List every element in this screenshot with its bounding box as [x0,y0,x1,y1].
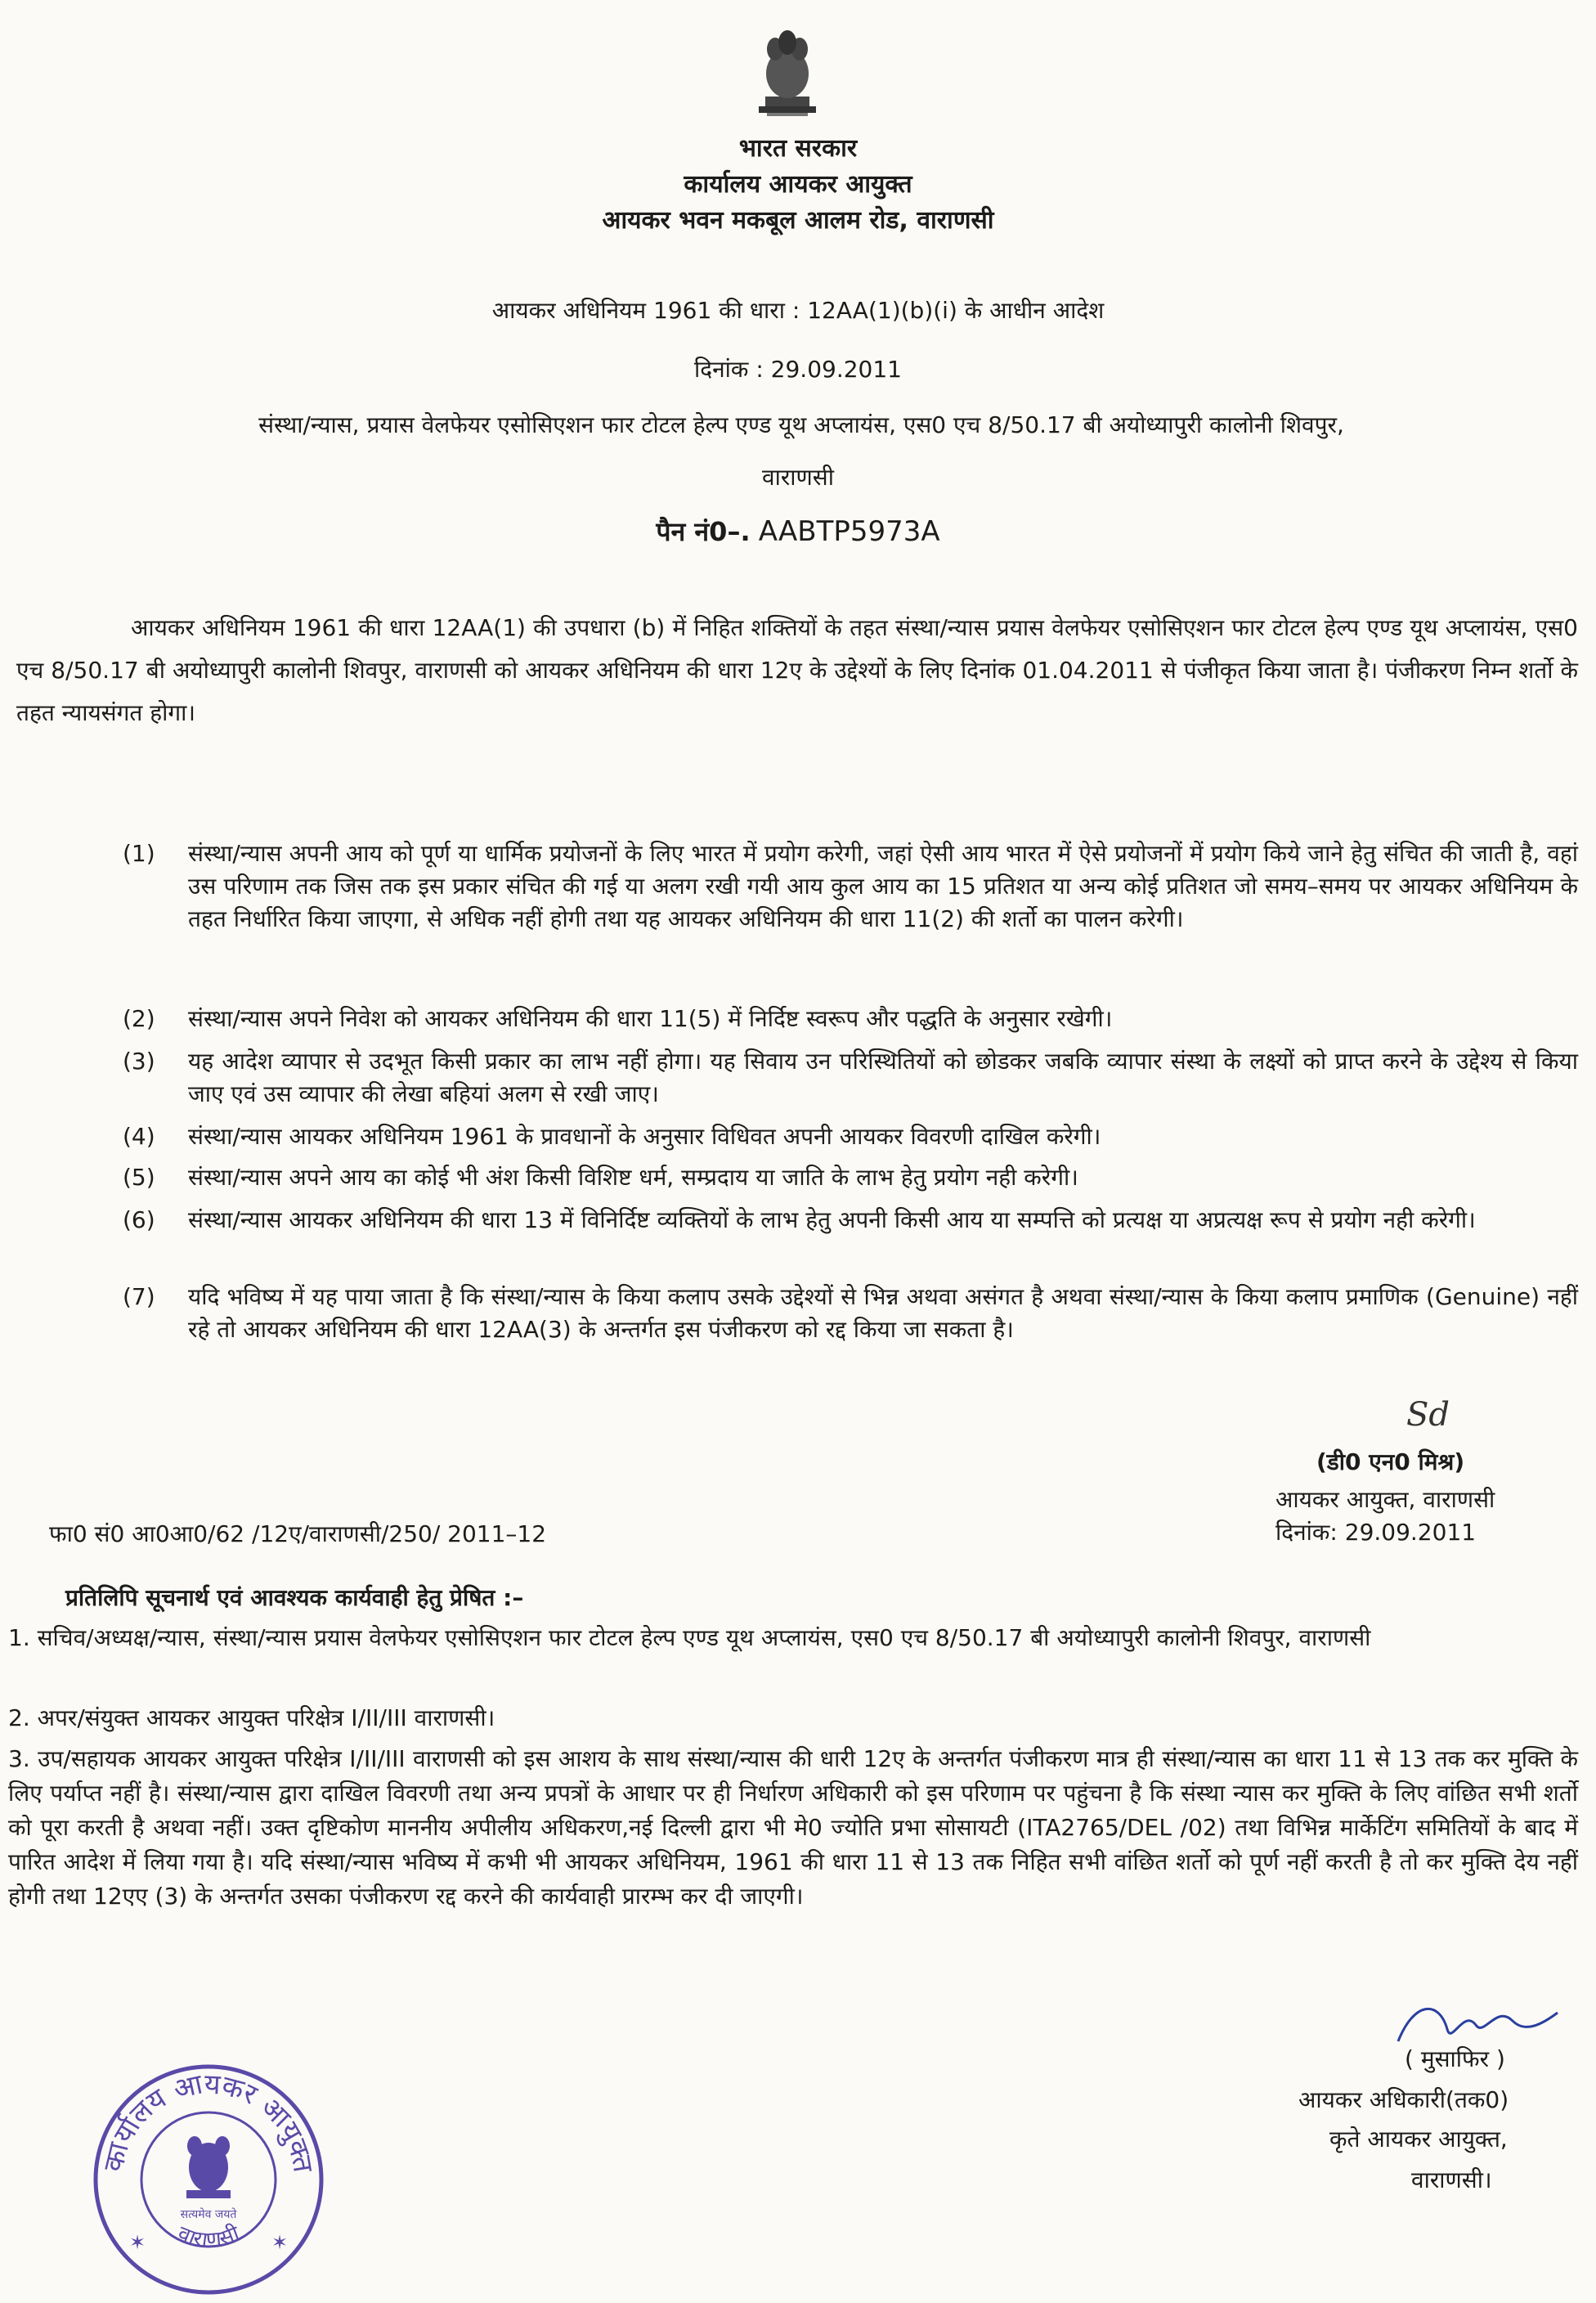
header-office: कार्यालय आयकर आयुक्त [684,170,912,199]
condition-number: (5) [123,1164,155,1191]
condition-text: संस्था/न्यास अपने आय का कोई भी अंश किसी विशिष्ट धर्म, सम्प्रदाय या जाति के लाभ हेतु प्रयोग नही करेगी। [188,1164,1078,1191]
condition-text: संस्था/न्यास आयकर अधिनियम 1961 के प्रावधानों के अनुसार विधिवत अपनी आयकर विवरणी दाखिल करेगी। [188,1123,1101,1150]
order-date: दिनांक : 29.09.2011 [694,356,902,383]
condition-number: (6) [123,1206,155,1233]
institution-line-1: संस्था/न्यास, प्रयास वेलफेयर एसोसिएशन फार टोटल हेल्प एण्ड यूथ अप्लायंस, एस0 एच 8/50.17 बी अयोध्यापुरी कालोनी शिवपुर, [258,411,1344,438]
cc-item: 2. अपर/संयुक्त आयकर आयुक्त परिक्षेत्र I/II/III वाराणसी। [8,1704,495,1731]
file-number: फा0 सं0 आ0आ0/62 /12ए/वाराणसी/250/ 2011–12 [49,1520,547,1547]
condition-text: संस्था/न्यास अपने निवेश को आयकर अधिनियम की धारा 11(5) में निर्दिष्ट स्वरूप और पद्धति के अनुसार रखेगी। [188,1005,1113,1032]
condition-number: (7) [123,1283,155,1310]
condition-text: संस्था/न्यास आयकर अधिनियम की धारा 13 में विनिर्दिष्ट व्यक्तियों के लाभ हेतु अपनी किसी आय या सम्पत्ति को प्रत्यक्ष या अप्रत्यक्ष रूप से प्रयोग नही करेगी। [188,1206,1476,1233]
cc-item: 1. सचिव/अध्यक्ष/न्यास, संस्था/न्यास प्रयास वेलफेयर एसोसिएशन फार टोटल हेल्प एण्ड यूथ अप्लायंस, एस0 एच 8/50.17 बी अयोध्यापुरी कालोनी शिवपुर, वाराणसी [8,1624,1371,1651]
national-emblem-icon [751,25,824,123]
intro-paragraph: आयकर अधिनियम 1961 की धारा 12AA(1) की उपधारा (b) में निहित शक्तियों के तहत संस्था/न्यास प्रयास वेलफेयर एसोसिएशन फार टोटल हेल्प एण्ड यूथ अप्लायंस, एस0 एच 8/50.17 बी अयोध्यापुरी कालोनी शिवपुर, वाराणसी को आयकर अधिनियम की धारा 12ए के उद्देश्यों के लिए दिनांक 01.04.2011 से पंजीकृत किया जाता है। पंजीकरण निम्न शर्तो के तहत न्यायसंगत होगा। [16,614,1578,726]
order-title: आयकर अधिनियम 1961 की धारा : 12AA(1)(b)(i) के आधीन आदेश [491,297,1105,324]
seal-motto: सत्यमेव जयते [180,2208,237,2221]
office-seal-icon [90,2061,327,2298]
sd-signature: Sd [1406,1396,1450,1434]
institution-line-2: वाराणसी [762,464,834,491]
svg-text:वाराणसी [174,2220,244,2253]
pan-line [0,514,1596,550]
cc-heading: प्रतिलिपि सूचनार्थ एवं आवश्यक कार्यवाही हेतु प्रेषित :– [65,1584,524,1611]
header-address: आयकर भवन मकबूल आलम रोड, वाराणसी [602,206,994,235]
signatory-name: (डी0 एन0 मिश्र) [1316,1448,1465,1475]
second-signatory-designation: आयकर अधिकारी(तक0) [1298,2086,1509,2113]
condition-number: (3) [123,1048,155,1075]
signatory-designation: आयकर आयुक्त, वाराणसी [1275,1486,1495,1513]
condition-number: (1) [123,840,155,867]
condition-number: (2) [123,1005,155,1032]
signatory-date: दिनांक: 29.09.2011 [1275,1519,1477,1546]
condition-text: यह आदेश व्यापार से उदभूत किसी प्रकार का लाभ नहीं होगा। यह सिवाय उन परिस्थितियों को छोडकर जबकि व्यापार संस्था के लक्ष्यों को प्राप्त करने के उद्देश्य से किया जाए एवं उस व्यापार की लेखा बहियां अलग से रखी जाए। [188,1048,1578,1107]
seal-text-top: कार्यालय आयकर आयुक्त [96,2067,320,2175]
second-signatory-city: वाराणसी। [1411,2166,1492,2193]
condition-text: संस्था/न्यास अपनी आय को पूर्ण या धार्मिक प्रयोजनों के लिए भारत में प्रयोग करेगी, जहां ऐसी आय भारत में ऐसे प्रयोजनों में प्रयोग किये जाने हेतु संचित की जाती है, वहां उस परिणाम तक जिस तक इस प्रकार संचित की गई या अलग रखी गयी आय कुल आय का 15 प्रतिशत या अन्य कोई प्रतिशत जो समय–समय पर आयकर अधिनियम के तहत निर्धारित किया जाएगा, से अधिक नहीं होगी तथा यह आयकर अधिनियम की धारा 11(2) की शर्तो का पालन करेगी। [188,840,1578,932]
svg-text:✶: ✶ [129,2231,146,2254]
condition-text: यदि भविष्य में यह पाया जाता है कि संस्था/न्यास के किया कलाप उसके उद्देश्यों से भिन्न अथवा असंगत है अथवा संस्था/न्यास के किया कलाप प्रमाणिक (Genuine) नहीं रहे तो आयकर अधिनियम की धारा 12AA(3) के अन्तर्गत इस पंजीकरण को रद्द किया जा सकता है। [188,1283,1578,1343]
cc-item: 3. उप/सहायक आयकर आयुक्त परिक्षेत्र I/II/III वाराणसी को इस आशय के साथ संस्था/न्यास की धारी 12ए के अन्तर्गत पंजीकरण मात्र ही संस्था/न्यास का धारा 11 से 13 तक कर मुक्ति के लिए पर्याप्त नहीं है। संस्था/न्यास द्वारा दाखिल विवरणी तथा अन्य प्रपत्रों के आधार पर ही निर्धारण अधिकारी को इस परिणाम पर पहुंचना है कि संस्था न्यास कर मुक्ति के लिए वांछित सभी शर्तो को पूरा करती है अथवा नहीं। उक्त दृष्टिकोण माननीय अपीलीय अधिकरण,नई दिल्ली द्वारा भी मे0 ज्योति प्रभा सोसायटी (ITA2765/DEL /02) तथा विभिन्न मार्केटिंग समितियों के बाद में पारित आदेश में लिया गया है। यदि संस्था/न्यास भविष्य में कभी भी आयकर अधिनियम, 1961 की धारा 11 से 13 तक निहित सभी वांछित शर्तो को पूर्ण नहीं करती है तो कर मुक्ति देय नहीं होगी तथा 12एए (3) के अन्तर्गत उसका पंजीकरण रद्द करने की कार्यवाही प्रारम्भ कर दी जाएगी। [8,1745,1578,1910]
svg-text:✶: ✶ [271,2231,289,2254]
seal-text-bottom: वाराणसी [174,2221,243,2253]
pan-label: पैन नं0–. [656,516,751,547]
second-signatory-name: ( मुसाफिर ) [1405,2045,1505,2072]
header-govt: भारत सरकार [738,134,858,163]
pan-value: AABTP5973A [758,515,940,548]
condition-number: (4) [123,1123,155,1150]
second-signatory-on-behalf: कृते आयकर आयुक्त, [1329,2126,1508,2153]
